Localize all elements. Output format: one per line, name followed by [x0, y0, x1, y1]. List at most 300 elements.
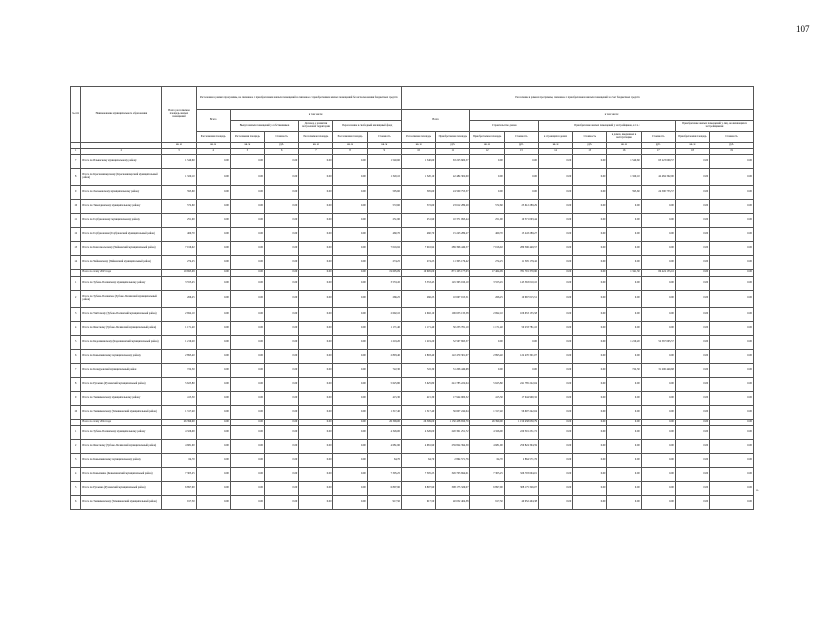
value-cell: 0.00 [299, 440, 333, 454]
value-cell: 1 540,60 [607, 155, 641, 169]
value-cell: 0.00 [265, 242, 299, 256]
value-cell: 0.00 [538, 270, 572, 277]
value-cell: 0.00 [333, 307, 367, 321]
value-cell: 19 695,09 [401, 270, 435, 277]
pereselenie-header: Переселение в свободный жилищный фонд [333, 121, 402, 132]
value-cell: 0.00 [196, 276, 230, 290]
value-cell: 0.00 [675, 214, 709, 228]
column-number: 14 [538, 149, 572, 155]
value-cell: 1 219,20 [607, 335, 641, 349]
value-cell: 0.00 [333, 276, 367, 290]
value-cell: 0.00 [196, 186, 230, 200]
value-cell: 1 171,40 [367, 321, 401, 335]
group-b-header: Расселение в рамках программы, связанное с приобретением жилых помещений за счет бюджетных средств [401, 87, 753, 110]
value-cell: 50 233 781,10 [436, 321, 470, 335]
value-cell: 0.00 [607, 419, 641, 426]
municipality-name: Итого по Зубово-Полянскому муниципальному району [81, 276, 162, 290]
value-cell: 0.00 [538, 482, 572, 496]
col-total-area-header: Всего расселяемая площадь жилых помещений [162, 87, 196, 143]
value-cell: 0.00 [607, 468, 641, 482]
value-cell: 0.00 [538, 377, 572, 391]
value-cell: 0.00 [573, 426, 607, 440]
column-number: 16 [607, 149, 641, 155]
value-cell: 0.00 [333, 482, 367, 496]
municipality-name: Всего по этапу 2024 года [81, 419, 162, 426]
value-cell: 0.00 [333, 377, 367, 391]
municipality-name: Итого по Кадошкинскому (Кадошкинский муниципальный район) [81, 335, 162, 349]
value-cell: 241 785 222,04 [436, 377, 470, 391]
value-cell: 917,50 [401, 496, 435, 510]
value-cell: 0.00 [196, 200, 230, 214]
value-cell: 0.00 [299, 363, 333, 377]
unit-cell: кв. м [675, 143, 709, 149]
value-cell: 0.00 [504, 335, 538, 349]
table-row [71, 186, 754, 200]
group-b-total-header: Всего [401, 110, 469, 132]
value-cell: 0.00 [230, 321, 264, 335]
value-cell: 19 695,09 [162, 270, 196, 277]
value-cell: 0.00 [710, 454, 754, 468]
unit-cell: кв. м [367, 143, 401, 149]
value-cell: 572,60 [162, 200, 196, 214]
value-cell: 10 667 015,51 [436, 290, 470, 307]
value-cell: 0.00 [299, 454, 333, 468]
municipality-name: Итого по Кочкуровский муниципальный район [81, 363, 162, 377]
value-cell: 0.00 [333, 335, 367, 349]
value-cell: 0.00 [299, 349, 333, 363]
sub-rass-area: Расселяемая площадь [299, 132, 333, 143]
unit-cell: кв. м [401, 143, 435, 149]
value-cell: 0.00 [333, 200, 367, 214]
row-number: 7 [71, 155, 81, 169]
column-number: 18 [675, 149, 709, 155]
table-row [71, 496, 754, 510]
value-cell: 63 223 600,57 [641, 155, 675, 169]
value-cell: 0.00 [573, 276, 607, 290]
municipality-name: Итого по Ковылкинскому муниципальному району [81, 349, 162, 363]
value-cell: 722,30 [401, 363, 435, 377]
closing-quote-mark: ». [756, 487, 759, 492]
value-cell: 0.00 [333, 169, 367, 186]
value-cell: 0.00 [710, 440, 754, 454]
table-row [71, 335, 754, 349]
value-cell: 3 553,45 [401, 276, 435, 290]
sub-stoimost: Стоимость [265, 132, 299, 143]
value-cell: 17 464,09 [470, 270, 504, 277]
value-cell: 0.00 [265, 363, 299, 377]
group-a-header: Расселение в рамках программы, не связанное с приобретением жилых помещений и связанное с приобретением жилых помещений без использования бюджетных средств [196, 87, 401, 110]
value-cell: 0.00 [230, 270, 264, 277]
municipality-name: Итого по Явасскому (Зубово-Полянский муниципальный район) [81, 440, 162, 454]
municipality-name: Всего по этапу 2023 года [81, 270, 162, 277]
sub-rass-area: Расселяемая площадь [230, 132, 264, 143]
value-cell: 308 175 326,07 [504, 482, 538, 496]
value-cell: 0.00 [573, 363, 607, 377]
sub-priobr-area: Приобретаемая площадь [436, 132, 470, 143]
value-cell: 415,30 [470, 391, 504, 405]
value-cell: 0.00 [573, 270, 607, 277]
municipality-name: Итого по Красновишерскому (Красновишерский муниципальный район) [81, 169, 162, 186]
value-cell: 1 219,20 [162, 335, 196, 349]
municipality-name: Итого по Явасскому (Зубово-Полянский муниципальный район) [81, 321, 162, 335]
value-cell: 0.00 [265, 335, 299, 349]
table-row [71, 377, 754, 391]
value-cell: 0.00 [675, 335, 709, 349]
value-cell: 1 540,60 [401, 155, 435, 169]
value-cell: 1 171,40 [470, 321, 504, 335]
value-cell: 0.00 [265, 321, 299, 335]
value-cell: 7 305,25 [367, 468, 401, 482]
value-cell: 0.00 [230, 496, 264, 510]
value-cell: 572,60 [470, 200, 504, 214]
value-cell: 2 893,40 [162, 349, 196, 363]
value-cell: 326 703 694,01 [436, 468, 470, 482]
value-cell: 0.00 [265, 440, 299, 454]
value-cell: 3 553,45 [470, 276, 504, 290]
row-number: 1 [71, 426, 81, 440]
value-cell: 0.00 [573, 321, 607, 335]
sub-commissioned: в домах, введенных в эксплуатацию [607, 132, 641, 143]
table-row [71, 426, 754, 440]
value-cell: 31 206 449,68 [436, 363, 470, 377]
value-cell: 1 320,10 [607, 169, 641, 186]
value-cell: 0.00 [196, 349, 230, 363]
value-cell: 0.00 [538, 155, 572, 169]
value-cell: 0.00 [675, 307, 709, 321]
municipality-name: Итого по Ковылкино (Ковылкинский муниципальный район) [81, 468, 162, 482]
program-table-container [70, 86, 754, 510]
value-cell: 4 326,00 [470, 426, 504, 440]
value-cell: 26 399,00 [367, 419, 401, 426]
value-cell: 0.00 [641, 214, 675, 228]
value-cell: 0.00 [710, 155, 754, 169]
value-cell: 15 243 289,27 [436, 228, 470, 242]
value-cell: 0.00 [299, 200, 333, 214]
column-number: 4 [196, 149, 230, 155]
value-cell: 0.00 [641, 242, 675, 256]
column-number: 13 [504, 149, 538, 155]
value-cell: 0.00 [230, 256, 264, 270]
value-cell: 0.00 [538, 419, 572, 426]
value-cell: 1 317,40 [470, 405, 504, 419]
value-cell: 0.00 [675, 440, 709, 454]
value-cell: 2 864 571,76 [504, 454, 538, 468]
column-number: 2 [81, 149, 162, 155]
sub-stoimost: Стоимость [573, 132, 607, 143]
table-row [71, 169, 754, 186]
value-cell: 0.00 [710, 214, 754, 228]
column-number: 19 [710, 149, 754, 155]
value-cell: 0.00 [607, 426, 641, 440]
value-cell: 64,70 [470, 454, 504, 468]
value-cell: 0.00 [196, 426, 230, 440]
value-cell: 917,50 [470, 496, 504, 510]
table-row [71, 242, 754, 256]
value-cell: 460,70 [367, 228, 401, 242]
table-row [71, 468, 754, 482]
value-cell: 0.00 [641, 200, 675, 214]
value-cell: 0.00 [299, 276, 333, 290]
group-a-incl-header: в том числе: [230, 110, 401, 121]
municipality-name: Итого по Лысьвенскому муниципальному району [81, 186, 162, 200]
row-number: 6 [71, 349, 81, 363]
value-cell: 0.00 [299, 419, 333, 426]
value-cell: 917,50 [367, 496, 401, 510]
value-cell: 0.00 [538, 321, 572, 335]
value-cell: 10 371 093,44 [504, 214, 538, 228]
group-a-total-header: Всего [196, 110, 230, 132]
value-cell: 781 701 370,90 [504, 270, 538, 277]
value-cell: 0.00 [196, 363, 230, 377]
value-cell: 56 607 242,04 [436, 405, 470, 419]
value-cell: 6 897,90 [401, 482, 435, 496]
value-cell: 0.00 [196, 307, 230, 321]
value-cell: 24 500 755,57 [641, 186, 675, 200]
value-cell: 274,25 [470, 256, 504, 270]
value-cell: 0.00 [299, 468, 333, 482]
value-cell: 0.00 [573, 349, 607, 363]
column-number: 9 [367, 149, 401, 155]
municipality-name: Итого по Темниковскому (Темниковский муниципальный район) [81, 405, 162, 419]
value-cell: 266,25 [162, 290, 196, 307]
column-number: 11 [436, 149, 470, 155]
value-cell: 0.00 [675, 405, 709, 419]
value-cell: 40 052 404,38 [504, 496, 538, 510]
value-cell: 7 305,25 [470, 468, 504, 482]
value-cell: 0.00 [299, 377, 333, 391]
unit-cell: кв. м [470, 143, 504, 149]
value-cell: 0.00 [573, 290, 607, 307]
value-cell: 595,60 [401, 186, 435, 200]
row-number: 11 [71, 214, 81, 228]
value-cell: 0.00 [230, 290, 264, 307]
column-number: 8 [333, 149, 367, 155]
sub-stoimost: Стоимость [641, 132, 675, 143]
column-number: 3 [162, 149, 196, 155]
row-number: 2 [71, 440, 81, 454]
value-cell: 0.00 [299, 155, 333, 169]
value-cell: 0.00 [675, 391, 709, 405]
value-cell: 0.00 [196, 169, 230, 186]
value-cell: 3 553,45 [162, 276, 196, 290]
value-cell: 0.00 [607, 200, 641, 214]
value-cell: 0.00 [573, 200, 607, 214]
unit-cell: кв. м [333, 143, 367, 149]
value-cell: 0.00 [333, 186, 367, 200]
sub-rass-area: Расселяемая площадь [196, 132, 230, 143]
value-cell: 0.00 [710, 363, 754, 377]
value-cell: 52 567 695,57 [641, 335, 675, 349]
value-cell: 0.00 [710, 307, 754, 321]
value-cell: 0.00 [265, 482, 299, 496]
value-cell: 274,25 [162, 256, 196, 270]
value-cell: 0.00 [196, 419, 230, 426]
row-number: 13 [71, 242, 81, 256]
value-cell: 251,90 [162, 214, 196, 228]
value-cell: 0.00 [573, 440, 607, 454]
row-number: 9 [71, 186, 81, 200]
municipality-name: Итого по Темниковскому (Темниковский муниципальный район) [81, 496, 162, 510]
value-cell: 0.00 [573, 377, 607, 391]
table-row [71, 440, 754, 454]
value-cell: 0.00 [641, 290, 675, 307]
row-number: 9 [71, 391, 81, 405]
value-cell: 0.00 [607, 391, 641, 405]
value-cell: 0.00 [504, 169, 538, 186]
stroitelstvo-header: Строительство домов [470, 121, 538, 132]
value-cell: 0.00 [710, 468, 754, 482]
value-cell: 0.00 [299, 256, 333, 270]
value-cell: 0.00 [230, 377, 264, 391]
value-cell: 0.00 [538, 214, 572, 228]
column-number: 10 [401, 149, 435, 155]
value-cell: 0.00 [710, 186, 754, 200]
value-cell: 0.00 [504, 186, 538, 200]
other-persons-header: Приобретение жилых помещений у лиц, не являющихся застройщиками [675, 121, 753, 132]
resettlement-table [70, 86, 754, 510]
row-number: 4 [71, 321, 81, 335]
value-cell: 0.00 [230, 169, 264, 186]
value-cell: 1 540,60 [367, 155, 401, 169]
value-cell: 26 399,00 [162, 419, 196, 426]
value-cell: 0.00 [675, 321, 709, 335]
value-cell: 0.00 [641, 276, 675, 290]
value-cell: 0.00 [230, 426, 264, 440]
value-cell: 0.00 [710, 228, 754, 242]
value-cell: 6 897,90 [367, 482, 401, 496]
value-cell: 0.00 [573, 419, 607, 426]
value-cell: 415,30 [367, 391, 401, 405]
table-row [71, 321, 754, 335]
value-cell: 0.00 [710, 349, 754, 363]
sub-stoimost: Стоимость [504, 132, 538, 143]
value-cell: 0.00 [265, 419, 299, 426]
value-cell: 1 150 458 650,79 [436, 419, 470, 426]
unit-cell: кв. м [230, 143, 264, 149]
municipality-name: Итого по Рузаевка (Рузаевский муниципальный район) [81, 482, 162, 496]
value-cell: 0.00 [641, 349, 675, 363]
value-cell: 7 016,92 [367, 242, 401, 256]
value-cell: 0.00 [299, 228, 333, 242]
value-cell: 0.00 [538, 276, 572, 290]
value-cell: 1 320,10 [162, 169, 196, 186]
value-cell: 0.00 [538, 186, 572, 200]
value-cell: 0.00 [299, 482, 333, 496]
value-cell: 266,25 [470, 290, 504, 307]
value-cell: 0.00 [299, 186, 333, 200]
value-cell: 0.00 [607, 228, 641, 242]
row-number: 1 [71, 276, 81, 290]
value-cell: 0.00 [538, 363, 572, 377]
sub-rass-area: Расселяемая площадь [333, 132, 367, 143]
value-cell: 572,60 [401, 200, 435, 214]
unit-cell: руб. [641, 143, 675, 149]
value-cell: 0.00 [265, 405, 299, 419]
value-cell: 0.00 [675, 200, 709, 214]
municipality-name: Итого по Комсомольскому (Чайковский муниципальный район) [81, 242, 162, 256]
row-number: 2 [71, 290, 81, 307]
value-cell: 0.00 [641, 440, 675, 454]
value-cell: 0.00 [299, 290, 333, 307]
value-cell: 0.00 [196, 155, 230, 169]
value-cell: 0.00 [196, 454, 230, 468]
value-cell: 0.00 [675, 155, 709, 169]
value-cell: 0.00 [333, 426, 367, 440]
page-number: 107 [796, 24, 810, 34]
value-cell: 0.00 [265, 200, 299, 214]
value-cell: 220 301 251,72 [436, 426, 470, 440]
value-cell: 460,70 [162, 228, 196, 242]
value-cell: 50 233 781,10 [504, 321, 538, 335]
value-cell: 0.00 [538, 454, 572, 468]
municipality-name: Итого по Рузаевка (Рузаевский муниципальный район) [81, 377, 162, 391]
value-cell: 0.00 [333, 349, 367, 363]
value-cell: 0.00 [538, 335, 572, 349]
value-cell: 6 897,90 [162, 482, 196, 496]
value-cell: 0.00 [196, 270, 230, 277]
table-row [71, 349, 754, 363]
value-cell: 0.00 [641, 377, 675, 391]
value-cell: 145 363 010,10 [436, 276, 470, 290]
value-cell: 23 612 289,29 [436, 200, 470, 214]
unit-cell: руб. [504, 143, 538, 149]
value-cell: 0.00 [333, 468, 367, 482]
col-num-header: № п/п [71, 87, 81, 143]
value-cell: 19 695,09 [367, 270, 401, 277]
value-cell: 1 317,40 [401, 405, 435, 419]
value-cell: 5 625,80 [401, 377, 435, 391]
value-cell: 0.00 [573, 335, 607, 349]
row-number: 4 [71, 468, 81, 482]
table-row [71, 228, 754, 242]
value-cell: 122 470 301,07 [436, 349, 470, 363]
value-cell: 0.00 [265, 228, 299, 242]
value-cell: 0.00 [675, 256, 709, 270]
value-cell: 11 305 179,42 [504, 256, 538, 270]
value-cell: 871 103 177,03 [436, 270, 470, 277]
value-cell: 0.00 [265, 454, 299, 468]
value-cell: 0.00 [573, 186, 607, 200]
value-cell: 2 893,40 [367, 349, 401, 363]
group-b-incl-header: в том числе: [470, 110, 754, 121]
row-number: 5 [71, 482, 81, 496]
row-number: 3 [71, 307, 81, 321]
value-cell: 4 681,90 [162, 440, 196, 454]
value-cell: 0.00 [299, 242, 333, 256]
value-cell: 0.00 [607, 454, 641, 468]
value-cell: 0.00 [265, 349, 299, 363]
value-cell: 0.00 [333, 228, 367, 242]
unit-cell: кв. м [196, 143, 230, 149]
municipality-name: Итого по Горбуновским (Горбуновский муниципальный район) [81, 228, 162, 242]
value-cell: 0.00 [196, 405, 230, 419]
table-row [71, 256, 754, 270]
value-cell: 722,30 [367, 363, 401, 377]
value-cell: 23 612 289,29 [504, 200, 538, 214]
value-cell: 0.00 [710, 426, 754, 440]
value-cell: 0.00 [299, 214, 333, 228]
value-cell: 0.00 [299, 169, 333, 186]
vykup-header: Выкуп жилых помещений у собственников [230, 121, 298, 132]
value-cell: 0.00 [538, 405, 572, 419]
value-cell: 1 219,20 [367, 335, 401, 349]
municipality-name: Итого по Чайковскому (Чайковский муниципальный район) [81, 256, 162, 270]
value-cell: 0.00 [573, 228, 607, 242]
table-row [71, 391, 754, 405]
municipality-name: Итого по Горбуновскому муниципальному району [81, 214, 162, 228]
value-cell: 11 305 179,42 [436, 256, 470, 270]
value-cell: 0.00 [470, 363, 504, 377]
